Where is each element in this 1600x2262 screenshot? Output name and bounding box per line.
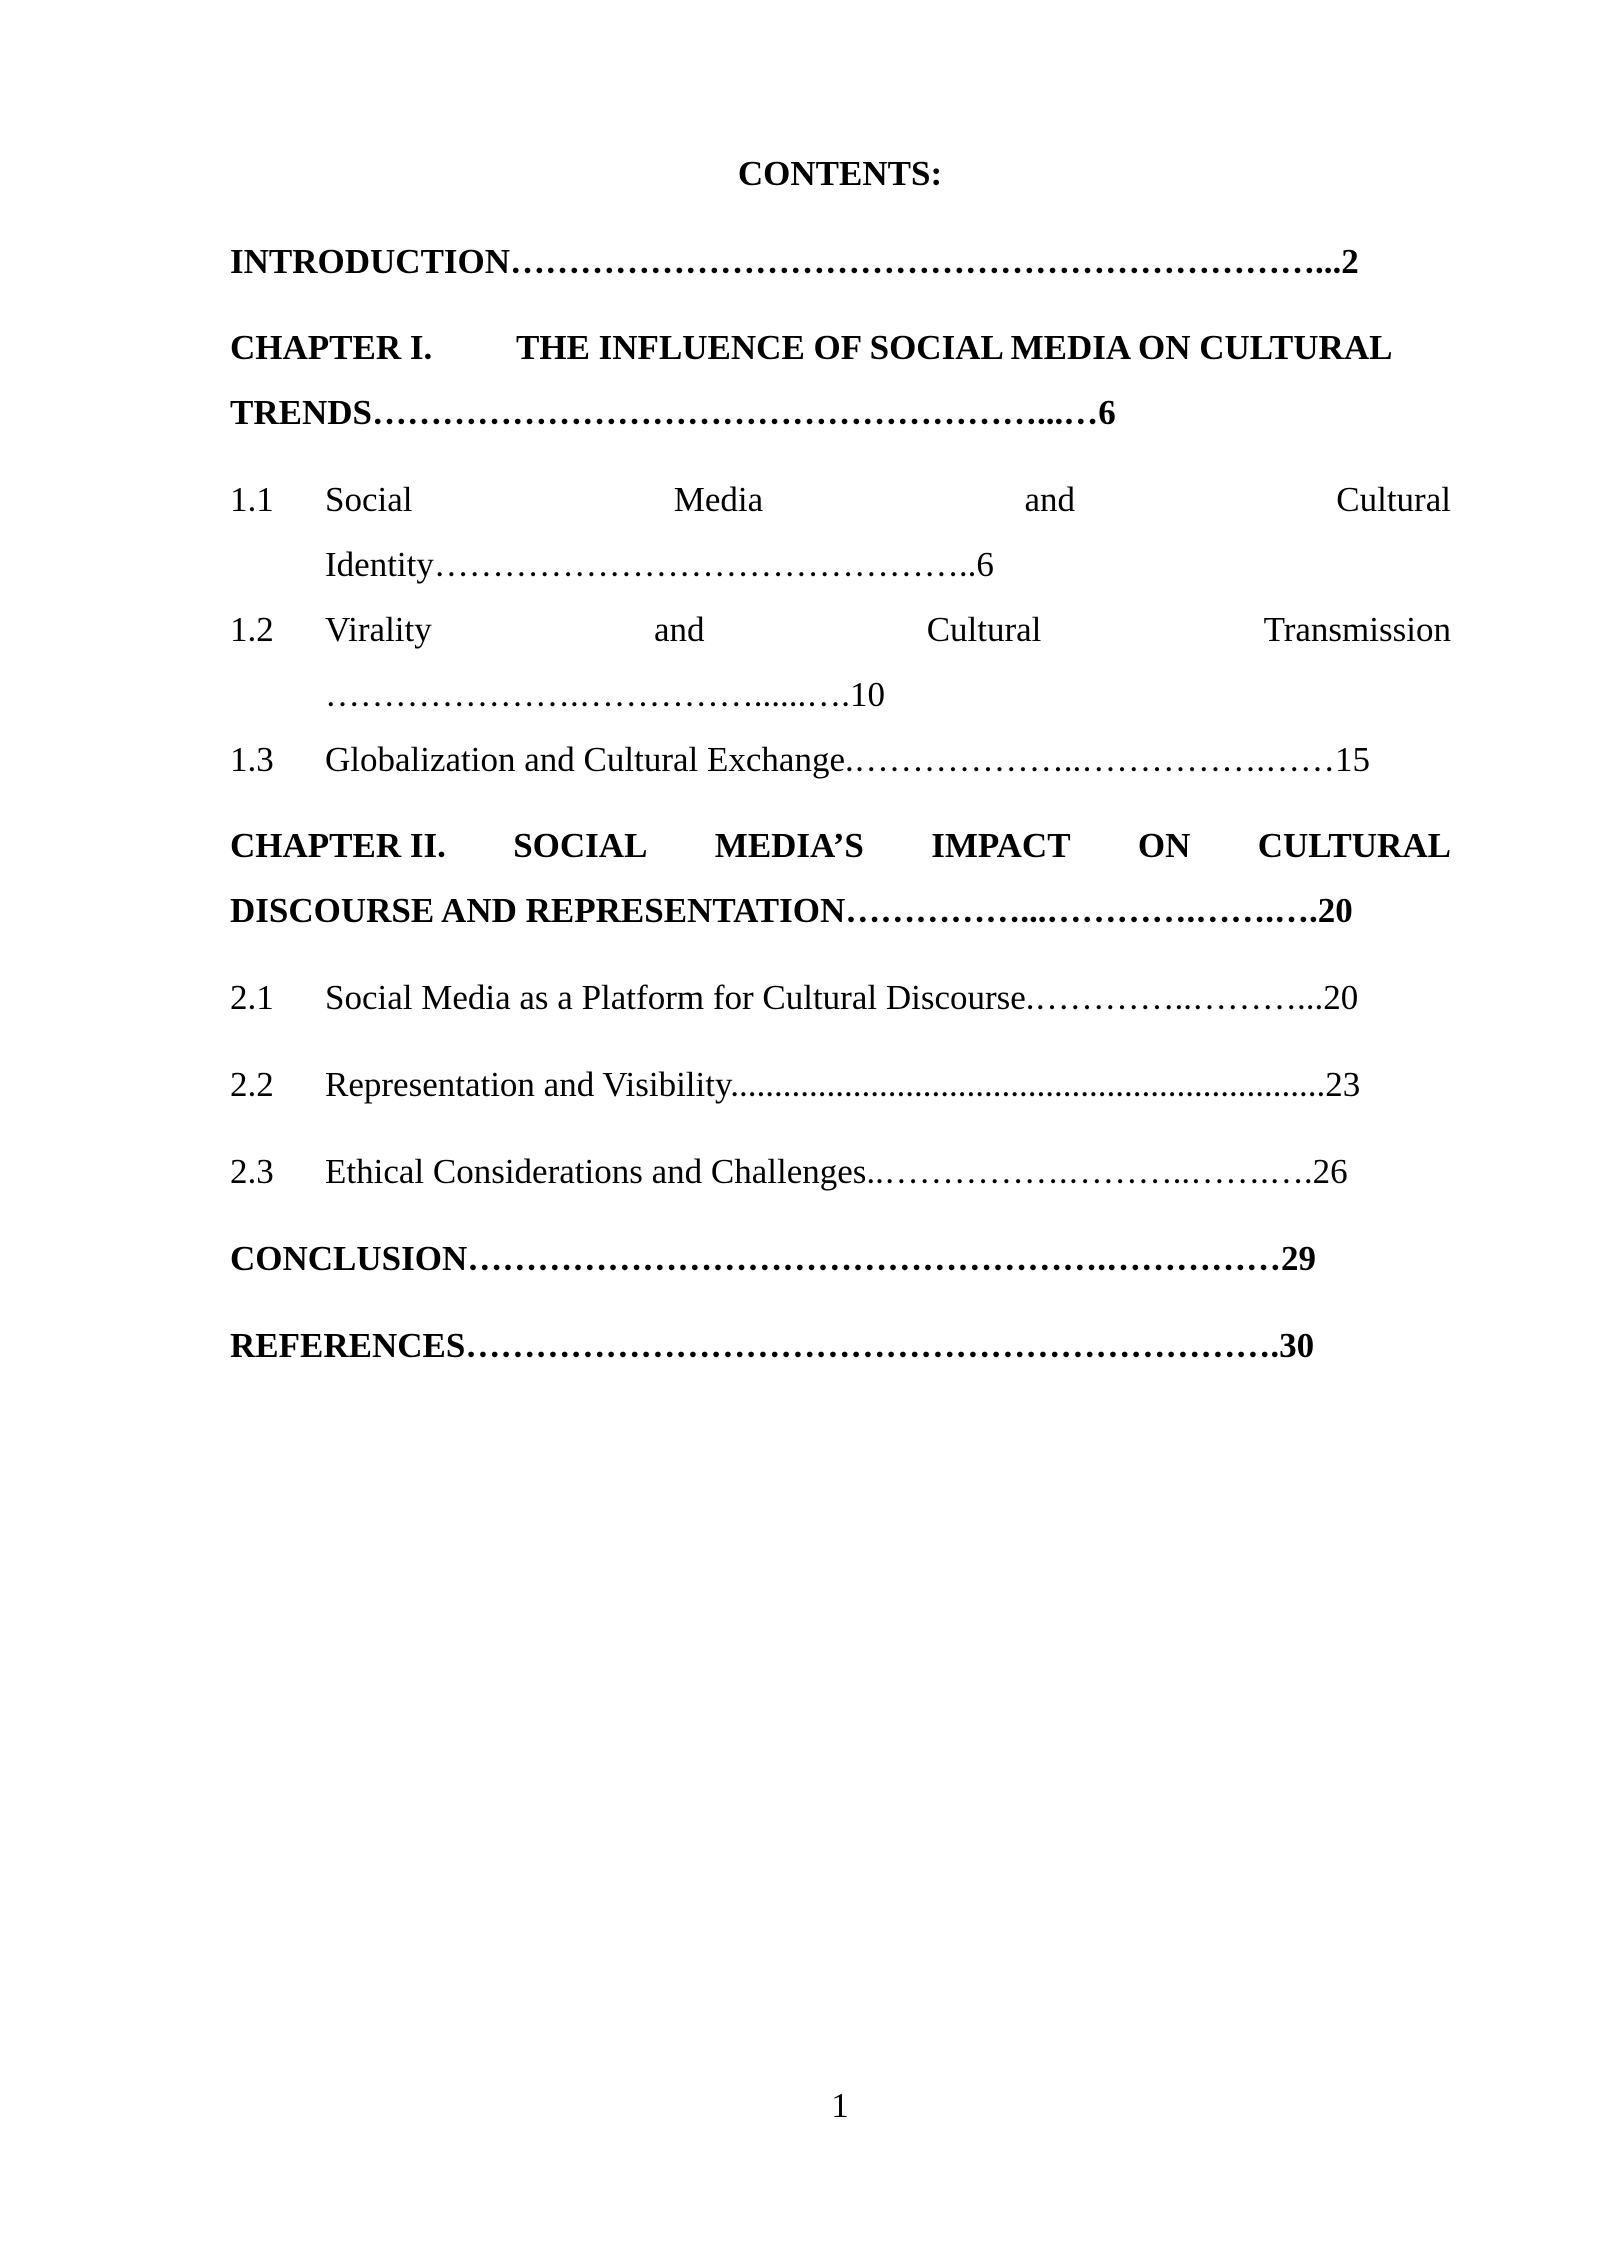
chapter2-heading: [230, 824, 1451, 868]
chapter2-word: SOCIAL: [513, 826, 648, 865]
chapter1-label: CHAPTER I.: [230, 328, 433, 367]
chapter1-heading-continuation: TRENDS…………………………………………………...…6: [230, 393, 1116, 432]
section-1-1-number: 1.1: [230, 480, 274, 519]
contents-title: CONTENTS:: [737, 154, 943, 193]
chapter2-word: CHAPTER II.: [230, 826, 446, 865]
section-1-1-word: Cultural: [1336, 480, 1451, 519]
section-2-2-number: 2.2: [230, 1065, 274, 1104]
chapter2-word: MEDIA’S: [714, 826, 864, 865]
section-2-2-title: Representation and Visibility....................................................................23: [325, 1065, 1361, 1104]
section-1-1-word: Social: [325, 480, 413, 519]
section-2-1-title: Social Media as a Platform for Cultural Discourse.…………..………...20: [325, 978, 1359, 1017]
toc-entry-introduction: INTRODUCTION……………………………………………………………...2: [230, 242, 1359, 281]
section-1-2-continuation: ………………….……………......….10: [325, 675, 885, 714]
section-1-3-title: Globalization and Cultural Exchange.………………..…………….……15: [325, 740, 1370, 779]
chapter2-heading-continuation: DISCOURSE AND REPRESENTATION……………...………….…….….20: [230, 891, 1353, 930]
chapter1-heading: THE INFLUENCE OF SOCIAL MEDIA ON CULTURAL: [516, 328, 1393, 367]
section-2-3-number: 2.3: [230, 1152, 274, 1191]
section-1-1-title: [325, 478, 1451, 522]
section-1-1-continuation: Identity………………………………………..6: [325, 545, 994, 584]
section-1-2-word: and: [653, 610, 705, 649]
chapter2-word: IMPACT: [931, 826, 1071, 865]
section-2-3-title: Ethical Considerations and Challenges..…………….………..…….….26: [325, 1152, 1348, 1191]
section-2-1-number: 2.1: [230, 978, 274, 1017]
chapter2-word: ON: [1137, 826, 1191, 865]
section-1-2-word: Cultural: [926, 610, 1042, 649]
section-1-3-number: 1.3: [230, 740, 274, 779]
toc-entry-conclusion: CONCLUSION……………………………………………….……………29: [230, 1239, 1317, 1278]
section-1-2-word: Transmission: [1263, 610, 1451, 649]
section-1-1-word: and: [1024, 480, 1075, 519]
section-1-1-word: Media: [673, 480, 764, 519]
toc-entry-references: REFERENCES…………………………………………………………….30: [230, 1326, 1315, 1365]
section-1-2-number: 1.2: [230, 610, 274, 649]
chapter2-word: CULTURAL: [1257, 826, 1451, 865]
section-1-2-title: [325, 608, 1451, 652]
page-number: 1: [831, 2086, 849, 2125]
section-1-2-word: Virality: [325, 610, 432, 649]
